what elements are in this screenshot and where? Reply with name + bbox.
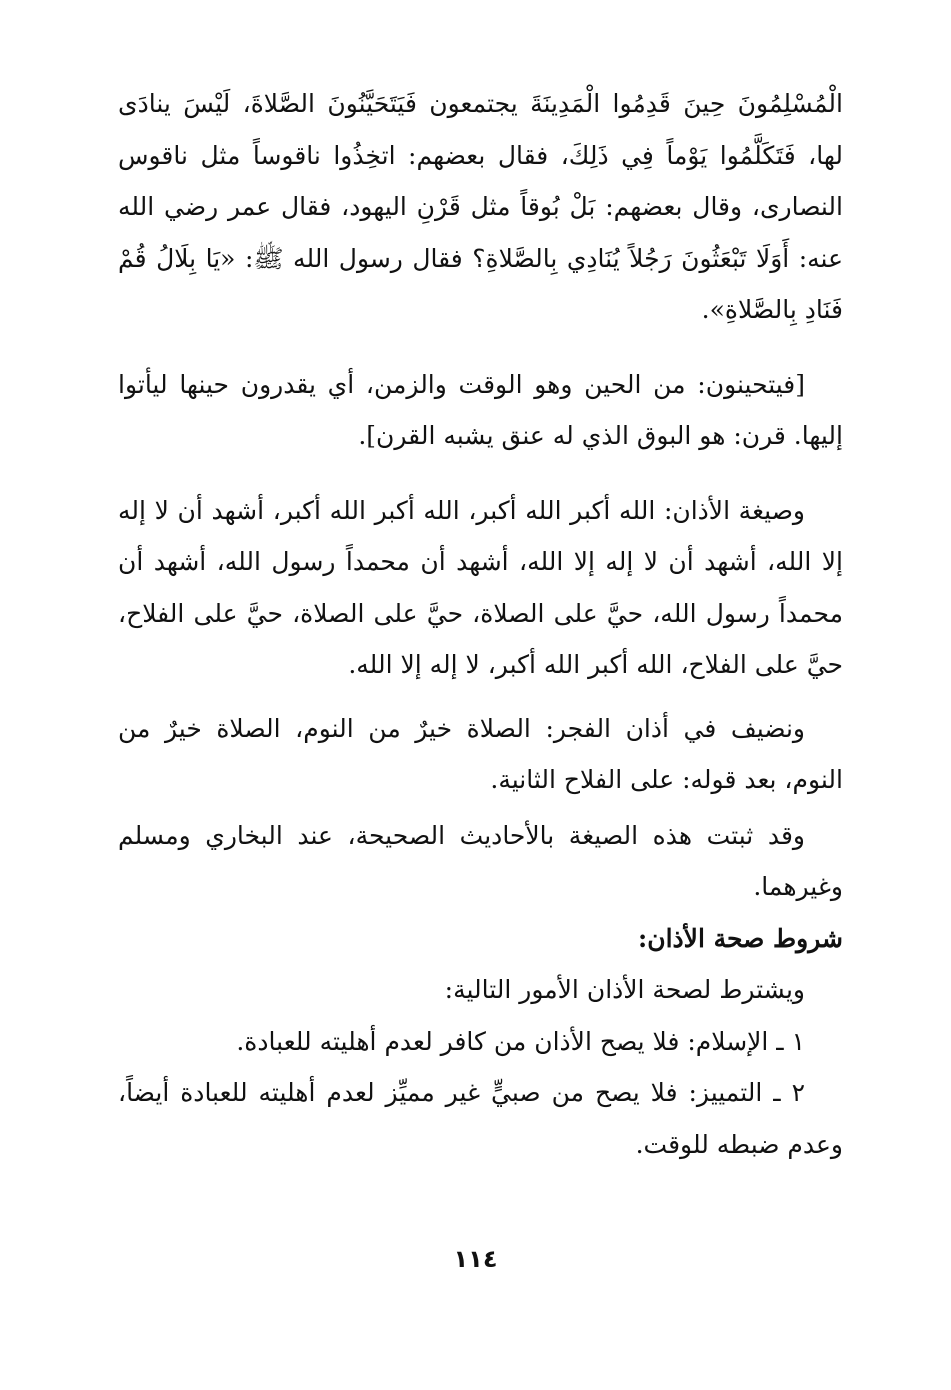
section-heading: شروط صحة الأذان: bbox=[638, 923, 843, 953]
adhan-wording-paragraph: وصيغة الأذان: الله أكبر الله أكبر، الله أكبر الله أكبر، أشهد أن لا إله إلا الله، أشهد أن لا إله إلا الله، أشهد أن محمداً رسول الله، أشهد أن محمداً رسول الله، حيَّ على الصلاة، حيَّ على الصلاة، حيَّ على الفلاح، حيَّ على الفلاح، الله أكبر الله أكبر، لا إله إلا الله. bbox=[118, 495, 843, 679]
page-body bbox=[118, 78, 843, 1170]
glossary-paragraph: [فيتحينون: من الحين وهو الوقت والزمن، أي يقدرون حينها ليأتوا إليها. قرن: هو البوق الذي له عنق يشبه القرن]. bbox=[118, 369, 843, 450]
page-number: ١١٤ bbox=[453, 1245, 498, 1273]
fajr-addition-paragraph: ونضيف في أذان الفجر: الصلاة خيرٌ من النوم، الصلاة خيرٌ من النوم، بعد قوله: على الفلاح الثانية. bbox=[118, 713, 843, 794]
hadith-paragraph: الْمُسْلِمُونَ حِينَ قَدِمُوا الْمَدِينَةَ يجتمعون فَيَتَحَيَّنُونَ الصَّلاةَ، لَيْسَ ينادَى لها، فَتَكَلَّمُوا يَوْماً فِي ذَلِكَ، فقال بعضهم: اتخِذُوا ناقوساً مثل ناقوس النصارى، وقال بعضهم: بَلْ بُوقاً مثل قَرْنِ اليهود، فقال عمر رضي الله عنه: أَوَلَا تَبْعَثُونَ رَجُلاً يُنَادِي بِالصَّلاةِ؟ فقال رسول الله ﷺ: «يَا بِلَالُ قُمْ فَنَادِ بِالصَّلاةِ». bbox=[118, 89, 843, 324]
section-intro: ويشترط لصحة الأذان الأمور التالية: bbox=[444, 975, 805, 1004]
list-item: ١ ـ الإسلام: فلا يصح الأذان من كافر لعدم أهليته للعبادة. bbox=[236, 1026, 805, 1056]
authenticity-paragraph: وقد ثبتت هذه الصيغة بالأحاديث الصحيحة، عند البخاري ومسلم وغيرهما. bbox=[118, 820, 843, 901]
list-item: ٢ ـ التمييز: فلا يصح من صبيٍّ غير مميِّز لعدم أهليته للعبادة أيضاً، وعدم ضبطه للوقت. bbox=[118, 1078, 843, 1159]
